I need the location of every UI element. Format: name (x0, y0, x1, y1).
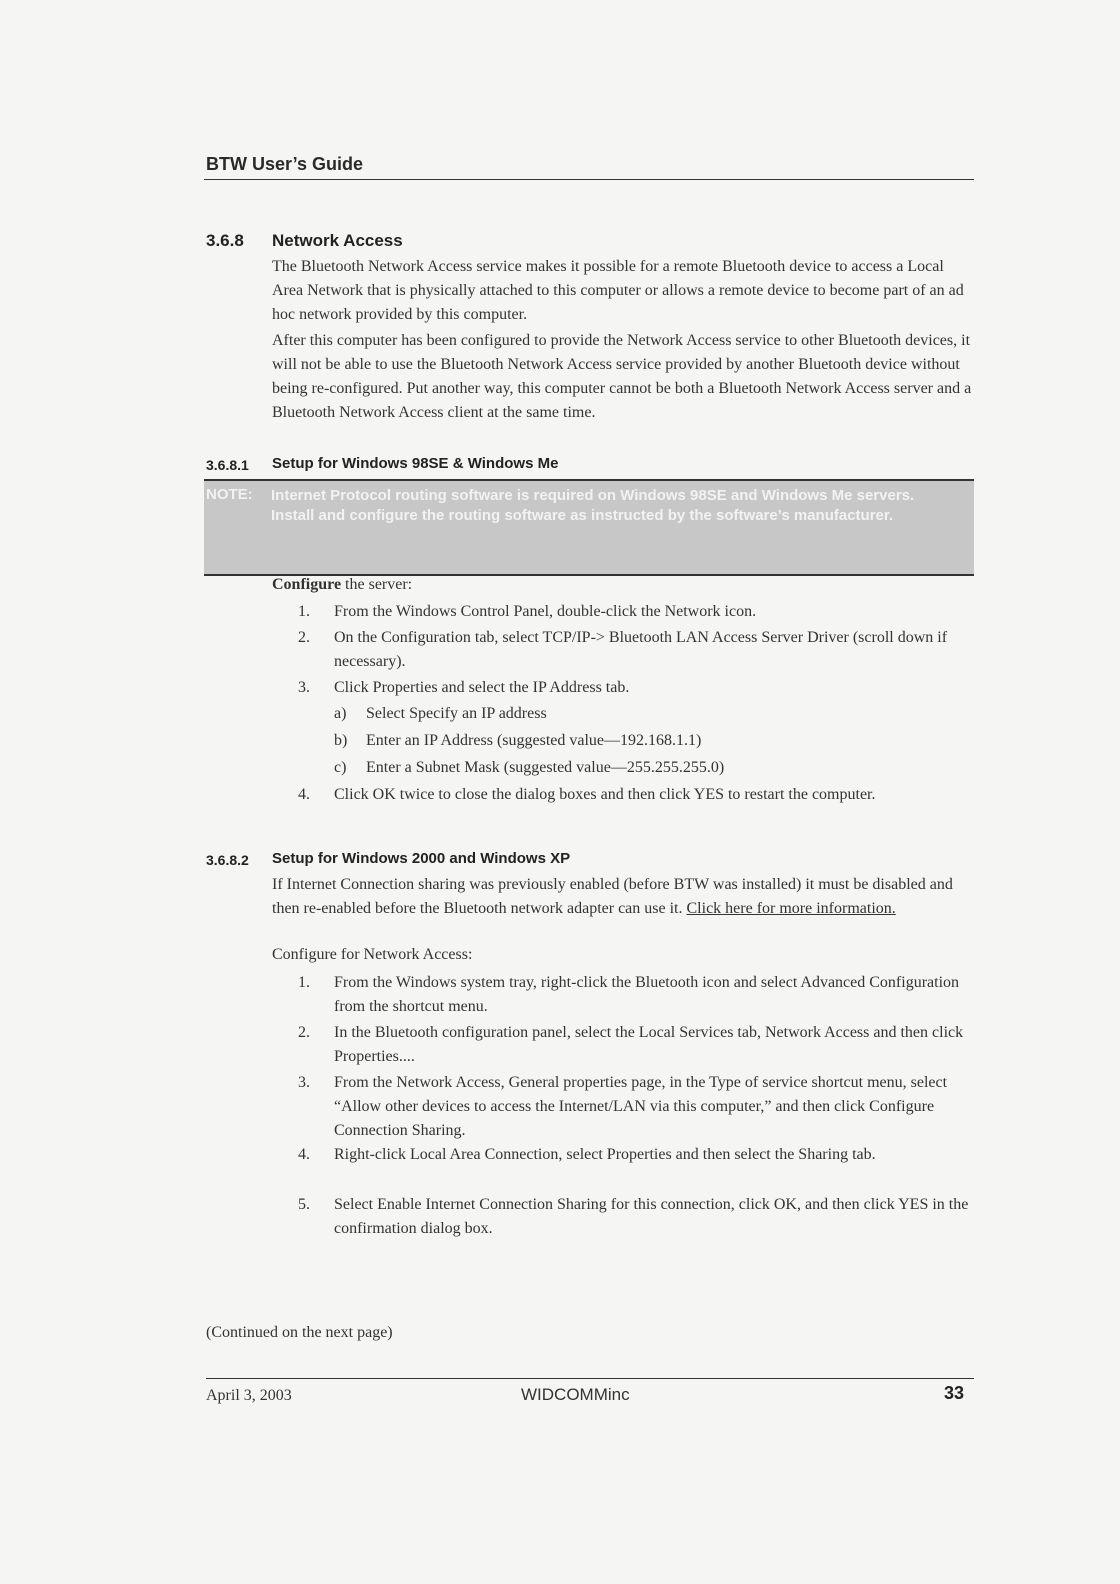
section-title: Network Access (272, 231, 403, 250)
configure-server-label (272, 576, 412, 594)
network-steps-list (298, 971, 974, 1241)
server-steps-list (298, 600, 974, 807)
section-paragraph-1: The Bluetooth Network Access service makes it possible for a remote Bluetooth device to access a Local Area Network that is physically attached to this computer or allows a remote device to become part of an ad hoc network provided by this computer. (272, 258, 964, 323)
list-subitem: a) Select Specify an IP address (334, 705, 547, 722)
note-box (204, 479, 974, 576)
footer-company: WIDCOMMinc (521, 1385, 630, 1404)
section-paragraph-2: After this computer has been configured to provide the Network Access service to other Bluetooth devices, it will not be able to use the Bluetooth Network Access service provided by another Bluetooth device without being re-configured. Put another way, this computer cannot be both a Bluetooth Network Access server and a Bluetooth Network Access client at the same time. (272, 332, 972, 421)
configure-rest: the server: (341, 576, 413, 593)
list-item: 2. On the Configuration tab, select TCP/IP-> Bluetooth LAN Access Server Driver (scroll down if necessary). (298, 629, 948, 670)
list-item: 5. Select Enable Internet Connection Sharing for this connection, click OK, and then click YES in the confirmation dialog box. (298, 1196, 969, 1237)
subsection-1-number: 3.6.8.1 (206, 457, 249, 473)
note-label: NOTE: (206, 486, 253, 503)
footer-rule (206, 1378, 974, 1379)
list-item: 1. From the Windows system tray, right-click the Bluetooth icon and select Advanced Configuration from the shortcut menu. (298, 974, 960, 1015)
page-number: 33 (944, 1383, 965, 1403)
subsection-2-text: If Internet Connection sharing was previously enabled (before BTW was installed) it must be disabled and then re-enabled before the Bluetooth network adapter can use it. (272, 876, 953, 917)
subsection-1-title: Setup for Windows 98SE & Windows Me (272, 455, 559, 472)
note-body (271, 486, 966, 526)
list-item: 1. From the Windows Control Panel, double-click the Network icon. (298, 603, 757, 620)
subsection-2-number: 3.6.8.2 (206, 852, 249, 868)
footer-date: April 3, 2003 (206, 1387, 292, 1404)
section-number: 3.6.8 (206, 231, 244, 250)
more-info-link[interactable]: Click here for more information. (686, 900, 896, 917)
list-item: 4. Click OK twice to close the dialog boxes and then click YES to restart the computer. (298, 786, 876, 803)
list-item: 3. From the Network Access, General properties page, in the Type of service shortcut menu, select “Allow other devices to access the Internet/LAN via this computer,” and then click Configure Connection Sharing. (298, 1074, 948, 1139)
list-subitem: c) Enter a Subnet Mask (suggested value—255.255.255.0) (334, 759, 725, 776)
continued-note: (Continued on the next page) (206, 1324, 393, 1341)
note-line-1: Internet Protocol routing software is required on Windows 98SE and Windows Me servers. (271, 487, 915, 504)
header-rule (204, 179, 974, 180)
list-item: 3. Click Properties and select the IP Address tab. (298, 679, 630, 696)
list-subitem: b) Enter an IP Address (suggested value—192.168.1.1) (334, 732, 702, 749)
list-item: 4. Right-click Local Area Connection, select Properties and then select the Sharing tab. (298, 1146, 876, 1163)
note-line-2: Install and configure the routing software as instructed by the software’s manufacturer. (271, 507, 894, 524)
subsection-2-title: Setup for Windows 2000 and Windows XP (272, 850, 571, 867)
list-item: 2. In the Bluetooth configuration panel, select the Local Services tab, Network Access and then click Properties.... (298, 1024, 964, 1065)
running-header: BTW User’s Guide (206, 154, 364, 174)
subsection-2-paragraph (272, 873, 972, 921)
configure-network-label: Configure for Network Access: (272, 946, 473, 963)
configure-bold: Configure (272, 576, 342, 593)
